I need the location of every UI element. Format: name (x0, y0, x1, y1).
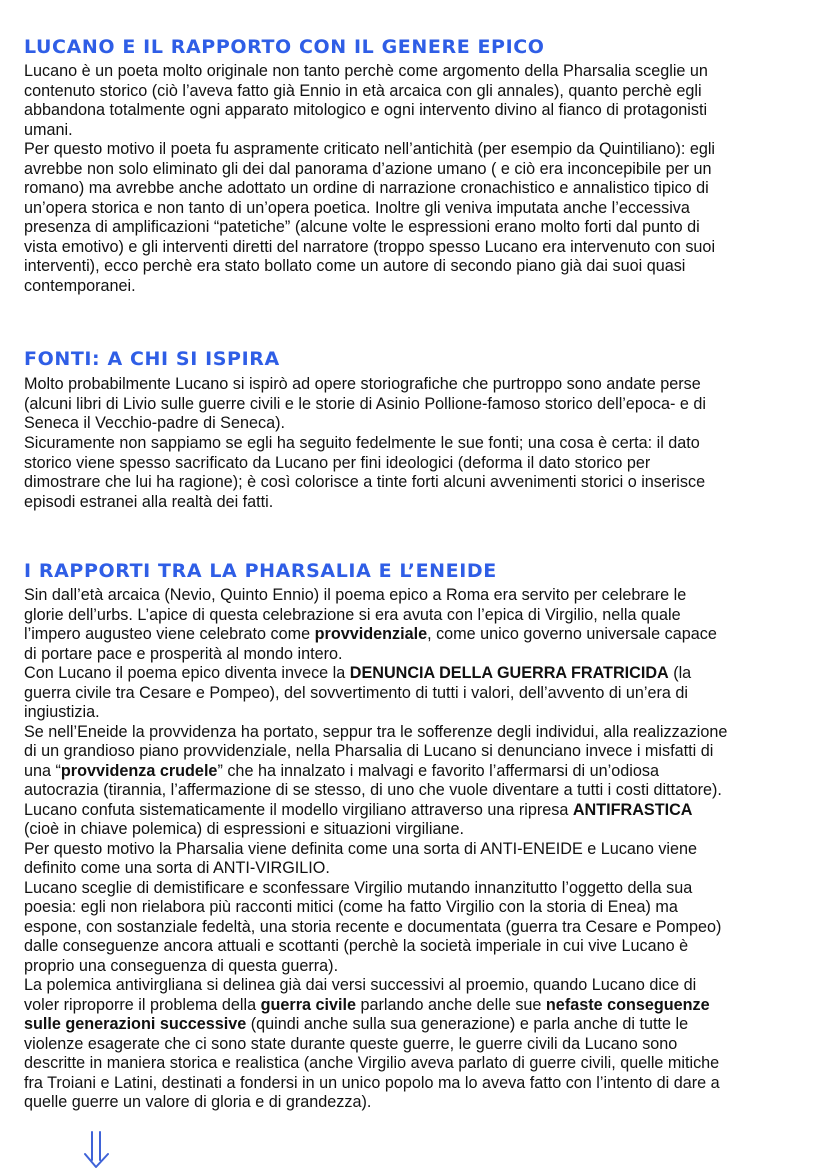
text-line: definito come una sorta di ANTI-VIRGILIO. (24, 859, 330, 877)
text-line: Sin dall’età arcaica (Nevio, Quinto Ennio) il poema epico a Roma era servito per celebrare le (24, 586, 687, 604)
paragraph-fedelta-fonti (24, 434, 808, 512)
text-line: dalle conseguenze ancora attuali e scottanti (perchè la società imperiale in cui vive Lucano è (24, 937, 689, 955)
text-line: (alcuni libri di Livio sulle guerre civili e le storie di Asinio Pollione-famoso storico dell’epoca- e di (24, 394, 706, 413)
text-line: violenze esagerate che ci sono state durante queste guerre, le guerre civili da Lucano sono (24, 1034, 678, 1053)
text-line: guerra civile tra Cesare e Pompeo), del sovvertimento di tutti i valori, dell’avvento di un’era di (24, 683, 689, 702)
paragraph-critiche-antichita (24, 140, 808, 296)
text-line: di portare pace e prosperità al mondo intero. (24, 644, 343, 663)
text-run: , come unico governo universale capace (427, 625, 717, 643)
down-arrow-icon (80, 1130, 114, 1170)
text-run: l’impero augusteo viene celebrato come (24, 625, 315, 643)
text-line: Se nell’Eneide la provvidenza ha portato, seppur tra le sofferenze degli individui, alla realizzazione (24, 722, 728, 741)
text-line: umani. (24, 120, 73, 139)
text-line: fra Troiani e Latini, destinati a fondersi in un unico popolo ma lo aveva fatto con l’intento di dare a (24, 1073, 720, 1092)
text-line: proprio una conseguenza di questa guerra). (24, 956, 339, 975)
text-line: La polemica antivirgliana si delinea già dai versi successivi al proemio, quando Lucano dice di (24, 976, 697, 994)
text-line: Lucano è un poeta molto originale non tanto perchè come argomento della Pharsalia sceglie un (24, 62, 708, 80)
text-line: ingiustizia. (24, 703, 100, 721)
text-line: descritte in maniera storica e realistica (anche Virgilio aveva parlato di guerre civili, quelle mitiche (24, 1054, 720, 1072)
text-run: (quindi anche sulla sua generazione) e parla anche di tutte le (246, 1015, 689, 1033)
text-line (24, 625, 808, 645)
text-line (24, 801, 808, 821)
text-line: (cioè in chiave polemica) di espressioni e situazioni virgiliane. (24, 820, 464, 838)
text-run: voler riproporre il problema della (24, 995, 261, 1014)
bold-term-denuncia: DENUNCIA DELLA GUERRA FRATRICIDA (349, 664, 669, 682)
text-line: avrebbe non solo eliminato gli dei dal panorama d’azione umano ( e ciò era inconcepibile per un (24, 159, 712, 178)
section-heading-pharsalia-eneide: I RAPPORTI TRA LA PHARSALIA E L’ENEIDE (24, 560, 497, 582)
bold-term-nefaste-conseguenze: nefaste conseguenze (545, 995, 710, 1014)
text-run: (la (668, 664, 692, 682)
bold-term-antifrastica: ANTIFRASTICA (572, 800, 693, 819)
text-line (24, 664, 808, 684)
text-line (24, 996, 808, 1016)
text-line: abbandona totalmente ogni apparato mitologico e ogni intervento divino al fianco di protagonisti (24, 101, 708, 119)
bold-term-guerra-civile: guerra civile (260, 995, 357, 1014)
text-line: Molto probabilmente Lucano si ispirò ad opere storiografiche che purtroppo sono andate perse (24, 375, 701, 393)
paragraph-eta-arcaica (24, 586, 808, 1113)
text-line: romano) ma avrebbe anche adottato un ordine di narrazione cronachistico e annalistico tipico di (24, 179, 709, 197)
text-line: Per questo motivo la Pharsalia viene definita come una sorta di ANTI-ENEIDE e Lucano viene (24, 839, 698, 858)
text-line: episodi estranei alla realtà dei fatti. (24, 492, 274, 511)
text-line: interventi), ecco perchè era stato bollato come un autore di secondo piano già dai suoi quasi (24, 257, 686, 275)
text-line: autocrazia (tirannia, l’affermazione di se stesso, di uno che vuole diventare a tutti i costi dittatore). (24, 781, 722, 799)
text-line: presenza di amplificazioni “patetiche” (alcune volte le espressioni erano molto forti dal punto di (24, 218, 700, 236)
text-line (24, 1015, 808, 1035)
section-heading-lucano-genere-epico: LUCANO E IL RAPPORTO CON IL GENERE EPICO (24, 36, 545, 58)
text-run: Lucano confuta sistematicamente il modello virgiliano attraverso una ripresa (24, 800, 573, 819)
text-line: Seneca il Vecchio-padre di Seneca). (24, 414, 285, 432)
text-line: Sicuramente non sappiamo se egli ha seguito fedelmente le sue fonti; una cosa è certa: il dato (24, 434, 700, 452)
text-line: contemporanei. (24, 276, 136, 295)
text-line: Per questo motivo il poeta fu aspramente criticato nell’antichità (per esempio da Quintiliano): egli (24, 140, 716, 158)
text-run: Con Lucano il poema epico diventa invece la (24, 664, 350, 682)
text-line: storico viene spesso sacrificato da Lucano per fini ideologici (deforma il dato storico per (24, 453, 651, 472)
section-heading-fonti: FONTI: A CHI SI ISPIRA (24, 348, 280, 370)
text-line: Lucano sceglie di demistificare e sconfessare Virgilio mutando innanzitutto l’oggetto della sua (24, 878, 693, 897)
paragraph-lucano-originale (24, 62, 808, 140)
bold-term-provvidenza-crudele: provvidenza crudele (60, 761, 218, 780)
bold-term-generazioni-successive: sulle generazioni successive (24, 1015, 247, 1033)
text-line: poesia: egli non rielabora più racconti mitici (come ha fatto Virgilio con la storia di Enea) ma (24, 898, 678, 916)
text-line: vista emotivo) e gli interventi diretti del narratore (troppo spesso Lucano era intervenuto con suoi (24, 237, 716, 256)
text-line: un’opera storica e non tanto di un’opera poetica. Inoltre gli veniva imputata anche l’eccessiva (24, 198, 690, 217)
text-line: dimostrare che lui ha ragione); è così colorisce a tinte forti alcuni avvenimenti storici o inserisce (24, 473, 706, 491)
text-run: una “ (24, 761, 61, 780)
text-run: parlando anche delle sue (356, 995, 546, 1014)
bold-term-provvidenziale: provvidenziale (314, 625, 428, 643)
text-line: quelle guerre un valore di gloria e di grandezza). (24, 1093, 372, 1111)
text-line: espone, con sostanziale fedeltà, una storia recente e documentata (guerra tra Cesare e Pompeo) (24, 917, 722, 936)
paragraph-opere-storiografiche (24, 375, 808, 434)
text-line: contenuto storico (ciò l’aveva fatto già Ennio in età arcaica con gli annales), quanto perchè egli (24, 81, 702, 100)
text-line: di un grandioso piano provvidenziale, nella Pharsalia di Lucano si denunciano invece i misfatti di (24, 742, 714, 760)
text-run: ” che ha innalzato i malvagi e favorito l’affermarsi di un’odiosa (217, 761, 659, 780)
text-line: glorie dell’urbs. L’apice di questa celebrazione si era avuta con l’epica di Virgilio, nella quale (24, 605, 681, 624)
text-line (24, 762, 808, 782)
